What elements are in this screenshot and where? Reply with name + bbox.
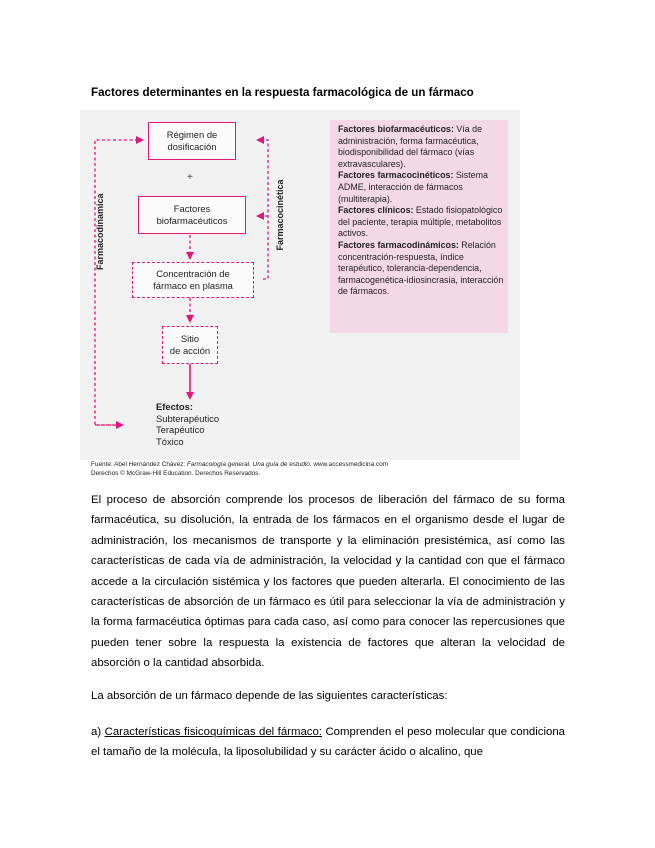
concentracion-box: Concentración de fármaco en plasma xyxy=(132,262,254,298)
factor-item: Factores biofarmacéuticos: Vía de administración, forma farmacéutica, biodisponibilidad del fármaco (vías extravasculares). xyxy=(338,124,483,169)
pharmacology-figure xyxy=(80,110,520,460)
farmacocinetica-label: Farmacocinética xyxy=(275,179,285,251)
factors-panel xyxy=(330,120,508,333)
sitio-accion-box: Sitio de acción xyxy=(162,326,218,364)
effect-item: Tóxico xyxy=(156,435,184,447)
farmacodinamia-label: Farmacodinamica xyxy=(95,193,105,270)
item-a-title: Características fisicoquímicas del fármaco: xyxy=(104,726,322,738)
page-heading: Factores determinantes en la respuesta farmacológica de un fármaco xyxy=(91,86,474,99)
figure-source: Fuente: Abel Hernández Chávez: Farmacología general. Una guía de estudio, www.accessmedicina.com Derechos © McGraw-Hill Education. Derechos Reservados. xyxy=(91,461,388,477)
biofarmaceuticos-box: Factores biofarmacéuticos xyxy=(138,196,246,234)
paragraph-absorption: El proceso de absorción comprende los procesos de liberación del fármaco de su forma farmacéutica, su disolución, la entrada de los fármacos en el organismo desde el lugar de administración, los mecanismos de transporte y la eliminación presistémica, así como las características de cada vía de administración, la velocidad y la cantidad con que el fármaco accede a la circulación sistémica y los factores que pueden alterarla. El conocimiento de las características de absorción de un fármaco es útil para seleccionar la vía de administración y la forma farmacéutica óptimas para cada caso, así como para conocer las repercusiones que pueden tener sobre la respuesta la existencia de factores que alteran la velocidad de absorción o la cantidad absorbida. xyxy=(91,494,565,670)
effects-list xyxy=(156,401,219,447)
paragraph-item-a: a) Características fisicoquímicas del fármaco: Comprenden el peso molecular que condiciona el tamaño de la molécula, la liposolubilidad y su carácter ácido o alcalino, que xyxy=(91,726,565,759)
factor-item: Factores farmacocinéticos: Sistema ADME, interacción de fármacos (multiterapia). xyxy=(338,170,488,204)
paragraph-intro-list: La absorción de un fármaco depende de las siguientes características: xyxy=(91,690,448,702)
factor-item: Factores clínicos: Estado fisiopatológico del paciente, terapia múltiple, metabolitos activos. xyxy=(338,205,503,239)
plus-sign: + xyxy=(187,172,193,183)
effects-title: Efectos: xyxy=(156,401,193,412)
right-feedback-arrow xyxy=(258,140,268,279)
effect-item: Subterapéutico xyxy=(156,412,220,424)
regimen-box: Régimen de dosificación xyxy=(148,122,236,160)
factor-item: Factores farmacodinámicos: Relación concentración-respuesta, índice terapéutico, tolerancia-dependencia, farmacogenética-idiosincrasia, interacción de fármacos. xyxy=(338,239,504,297)
effect-item: Terapéutico xyxy=(156,424,205,435)
